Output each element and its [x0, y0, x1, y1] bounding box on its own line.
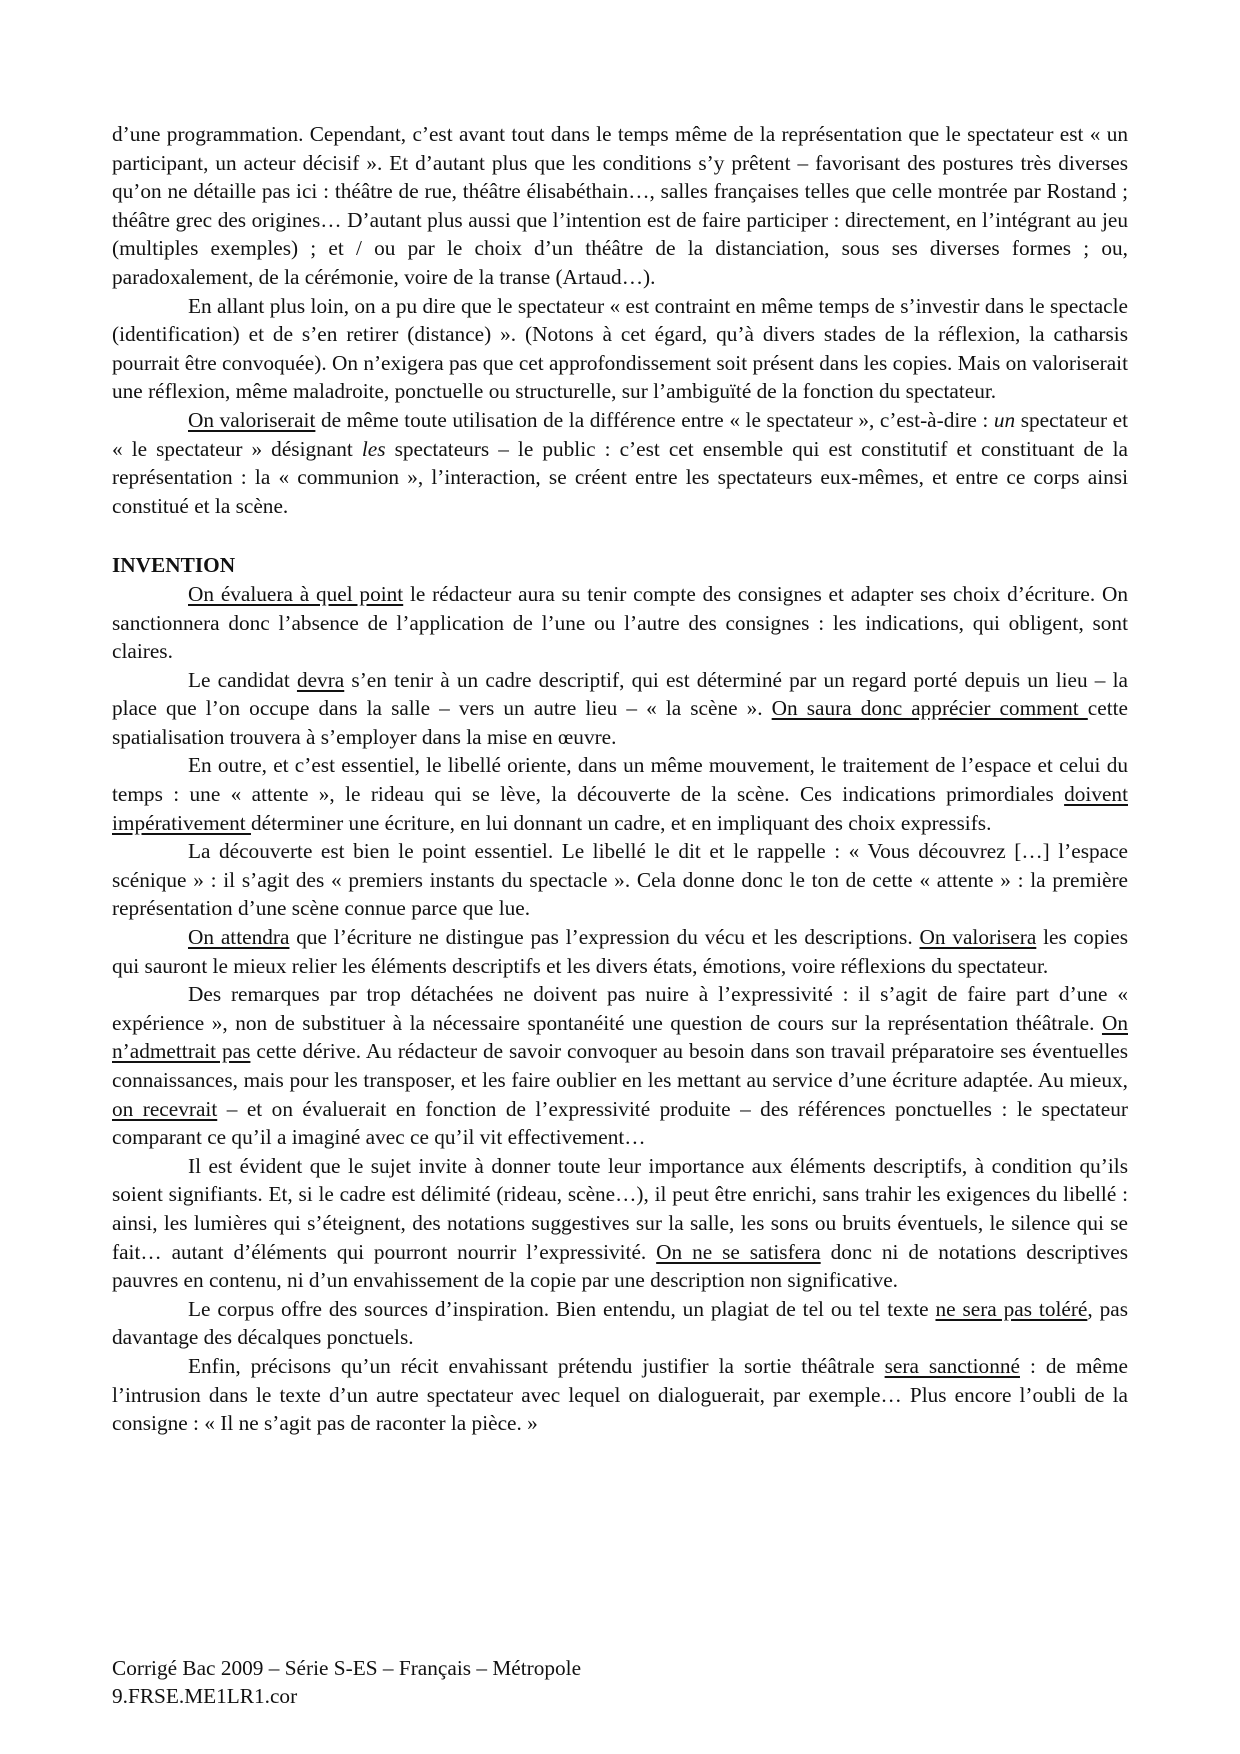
underlined-phrase: ne sera pas toléré — [935, 1296, 1088, 1321]
italic-word: les — [361, 436, 386, 461]
paragraph — [112, 751, 1128, 837]
underlined-phrase: devra — [296, 667, 345, 692]
underlined-phrase: doivent impérativement — [112, 782, 1128, 835]
text-run: le rédacteur aura su tenir compte des consignes et adapter ses choix d’écriture. On sanctionnera donc l’absence de l’application de l’une ou l’autre des consignes : les indications, qui obligent, sont claires. — [112, 581, 1128, 664]
footer-line-2: 9.FRSE.ME1LR1.cor — [112, 1684, 298, 1708]
footer-line-1: Corrigé Bac 2009 – Série S-ES – Français – Métropole — [112, 1656, 582, 1680]
text-run: Il est évident que le sujet invite à donner toute leur importance aux éléments descriptifs, à condition qu’ils soient signifiants. Et, si le cadre est délimité (rideau, scène…), il peut être enrichi, sans trahir les exigences du libellé : ainsi, les lumières qui s’éteignent, des notations suggestives sur la salle, les sons ou bruits éventuels, le silence qui se fait… autant d’éléments qui pourront nourrir l’expressivité. — [112, 1153, 1128, 1264]
underlined-phrase: sera sanctionné — [884, 1353, 1020, 1378]
underlined-phrase: On ne se satisfera — [656, 1239, 821, 1264]
text-run: déterminer une écriture, en lui donnant un cadre, et en impliquant des choix expressifs. — [250, 810, 992, 835]
text-run: En outre, et c’est essentiel, le libellé oriente, dans un même mouvement, le traitement de l’espace et celui du temps : une « attente », le rideau qui se lève, la découverte de la scène. Ces indications primordiales — [112, 753, 1128, 807]
text-run: Enfin, précisons qu’un récit envahissant prétendu justifier la sortie théâtrale — [188, 1353, 885, 1378]
underlined-phrase: On valoriserait — [188, 407, 316, 432]
text-run: cette dérive. Au rédacteur de savoir convoquer au besoin dans son travail préparatoire ses éventuelles connaissances, mais pour les transposer, et les faire oublier en les mettant au service d’une écriture adaptée. Au mieux, — [112, 1039, 1128, 1092]
underlined-phrase: On attendra — [188, 925, 290, 950]
paragraph — [112, 580, 1128, 666]
text-run: cette spatialisation trouvera à s’employer dans la mise en œuvre. — [112, 696, 1128, 749]
text-run: de même toute utilisation de la différence entre « le spectateur », c’est-à-dire : — [315, 407, 994, 432]
paragraph — [112, 406, 1128, 520]
text-run: Le candidat — [188, 667, 297, 692]
text-run: spectateur et « le spectateur » désignant — [112, 407, 1128, 461]
invention-section-block — [112, 580, 1128, 1438]
section-title-invention: INVENTION — [112, 553, 236, 578]
paragraph — [112, 980, 1128, 1152]
text-run: Le corpus offre des sources d’inspiration. Bien entendu, un plagiat de tel ou tel texte — [188, 1296, 936, 1321]
text-run: , pas davantage des décalques ponctuels. — [112, 1296, 1128, 1350]
text-run: – et on évaluerait en fonction de l’expressivité produite – des références ponctuelles : le spectateur comparant ce qu’il a imaginé avec ce qu’il vit effectivement… — [112, 1096, 1128, 1150]
paragraph — [112, 292, 1128, 406]
underlined-phrase: on recevrait — [112, 1096, 218, 1121]
paragraph — [112, 1295, 1128, 1352]
text-run: spectateurs – le public : c’est cet ensemble qui est constitutif et constituant de la représentation : la « communion », l’interaction, se créent entre les spectateurs eux-mêmes, et entre ce corps ainsi constitué et la scène. — [112, 436, 1128, 518]
paragraph — [112, 666, 1128, 752]
paragraph — [112, 1352, 1128, 1438]
italic-word: un — [993, 407, 1016, 432]
page-footer — [112, 1654, 581, 1710]
paragraph — [112, 1152, 1128, 1295]
underlined-phrase: On n’admettrait pas — [112, 1010, 1128, 1064]
paragraph — [112, 923, 1128, 980]
text-run: d’une programmation. Cependant, c’est avant tout dans le temps même de la représentation que le spectateur est « un participant, un acteur décisif ». Et d’autant plus que les conditions s’y prêtent – favorisant des postures très diverses qu’on ne détaille pas ici : théâtre de rue, théâtre élisabéthain…, salles françaises telles que celle montrée par Rostand ; théâtre grec des origines… D’autant plus aussi que l’intention est de faire participer : directement, en l’intégrant au jeu (multiples exemples) ; et / ou par le choix d’un théâtre de la distanciation, sous ses diverses formes ; ou, paradoxalement, de la cérémonie, voire de la transe (Artaud…). — [112, 122, 1128, 289]
text-run: Des remarques par trop détachées ne doivent pas nuire à l’expressivité : il s’agit de faire part d’une « expérience », non de substituer à la nécessaire spontanéité une question de cours sur la représentation théâtrale. — [112, 982, 1128, 1035]
text-run: que l’écriture ne distingue pas l’expression du vécu et les descriptions. — [289, 925, 920, 950]
document-body — [112, 120, 1128, 1438]
text-run: En allant plus loin, on a pu dire que le spectateur « est contraint en même temps de s’investir dans le spectacle (identification) et de s’en retirer (distance) ». (Notons à cet égard, qu’à divers stades de la réflexion, la catharsis pourrait être convoquée). On n’exigera pas que cet approfondissement soit présent dans les copies. Mais on valoriserait une réflexion, même maladroite, ponctuelle ou structurelle, sur l’ambiguïté de la fonction du spectateur. — [112, 293, 1129, 404]
underlined-phrase: On évaluera à quel point — [188, 581, 404, 606]
paragraph — [112, 837, 1128, 923]
text-run: donc ni de notations descriptives pauvres en contenu, ni d’un envahissement de la copie par une description non significative. — [112, 1239, 1129, 1293]
text-run: s’en tenir à un cadre descriptif, qui est déterminé par un regard porté depuis un lieu – la place que l’on occupe dans la salle – vers un autre lieu – « la scène ». — [112, 667, 1128, 721]
text-run: : de même l’intrusion dans le texte d’un autre spectateur avec lequel on dialoguerait, par exemple… Plus encore l’oubli de la consigne : « Il ne s’agit pas de raconter la pièce. » — [112, 1353, 1128, 1436]
paragraph — [112, 120, 1128, 292]
text-run: La découverte est bien le point essentiel. Le libellé le dit et le rappelle : « Vous découvrez […] l’espace scénique » : il s’agit des « premiers instants du spectacle ». Cela donne donc le ton de cette « attente » : la première représentation d’une scène connue parce que lue. — [112, 839, 1128, 921]
dissertation-conclusion-block — [112, 120, 1128, 520]
underlined-phrase: On saura donc apprécier comment — [771, 696, 1088, 721]
underlined-phrase: On valorisera — [919, 925, 1037, 950]
text-run: les copies qui sauront le mieux relier les éléments descriptifs et les divers états, émotions, voire réflexions du spectateur. — [112, 925, 1128, 978]
